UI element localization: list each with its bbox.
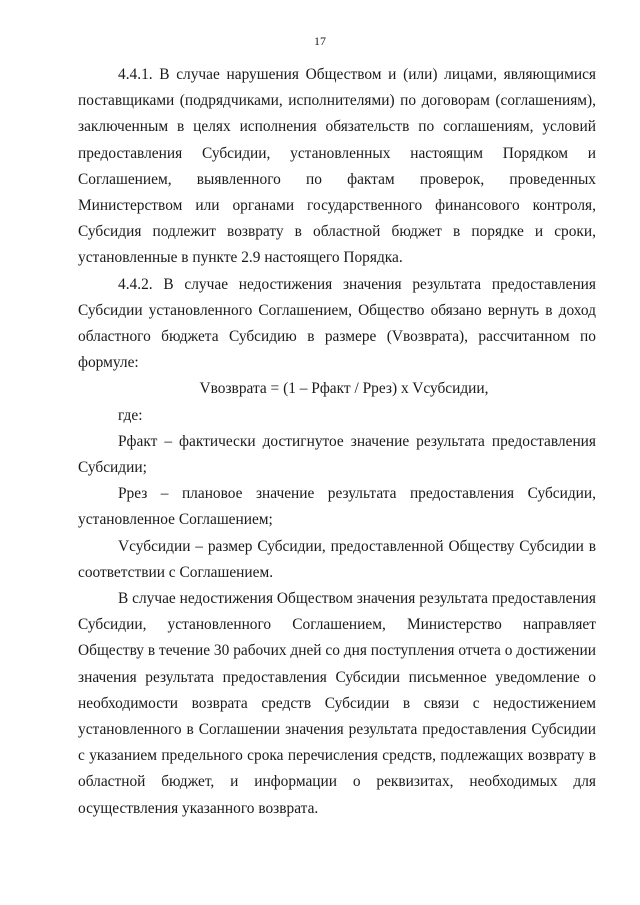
formula-line: Vвозврата = (1 – Рфакт / Ррез) x Vсубсидии, xyxy=(199,380,489,398)
paragraph-notification: В случае недостижения Обществом значения результата предоставления Субсидии, установленного Соглашением, Министерство направляет Обществу в течение 30 рабочих дней со дня поступления отчета о достижении значения результата предоставления Субсидии письменное уведомление о необходимости возврата средств Субсидии в связи с недостижением установленного в Соглашении значения результата предоставления Субсидии с указанием предельного срока перечисления средств, подлежащих возврату в областной бюджет, и информации о реквизитах, необходимых для осуществления указанного возврата. xyxy=(78,590,596,817)
definition-rrez: Ррез – плановое значение результата предоставления Субсидии, установленное Соглашением; xyxy=(78,485,596,529)
definition-vsubsidii: Vсубсидии – размер Субсидии, предоставленной Обществу Субсидии в соответствии с Соглашением. xyxy=(78,537,596,581)
document-body xyxy=(78,62,596,822)
paragraph-4-4-2: 4.4.2. В случае недостижения значения результата предоставления Субсидии установленного Соглашением, Общество обязано вернуть в доход областного бюджета Субсидию в размере (Vвозврата), рассчитанном по формуле: xyxy=(78,275,596,372)
page-number: 17 xyxy=(314,34,326,48)
where-label: где: xyxy=(118,406,143,424)
paragraph-4-4-1: 4.4.1. В случае нарушения Обществом и (или) лицами, являющимися поставщиками (подрядчиками, исполнителями) по договорам (соглашениям), заключенным в целях исполнения обязательств по соглашениям, условий предоставления Субсидии, установленных настоящим Порядком и Соглашением, выявленного по фактам проверок, проведенных Министерством или органами государственного финансового контроля, Субсидия подлежит возврату в областной бюджет в порядке и сроки, установленные в пункте 2.9 настоящего Порядка. xyxy=(78,66,596,267)
definition-rfakt: Рфакт – фактически достигнутое значение результата предоставления Субсидии; xyxy=(78,432,596,477)
